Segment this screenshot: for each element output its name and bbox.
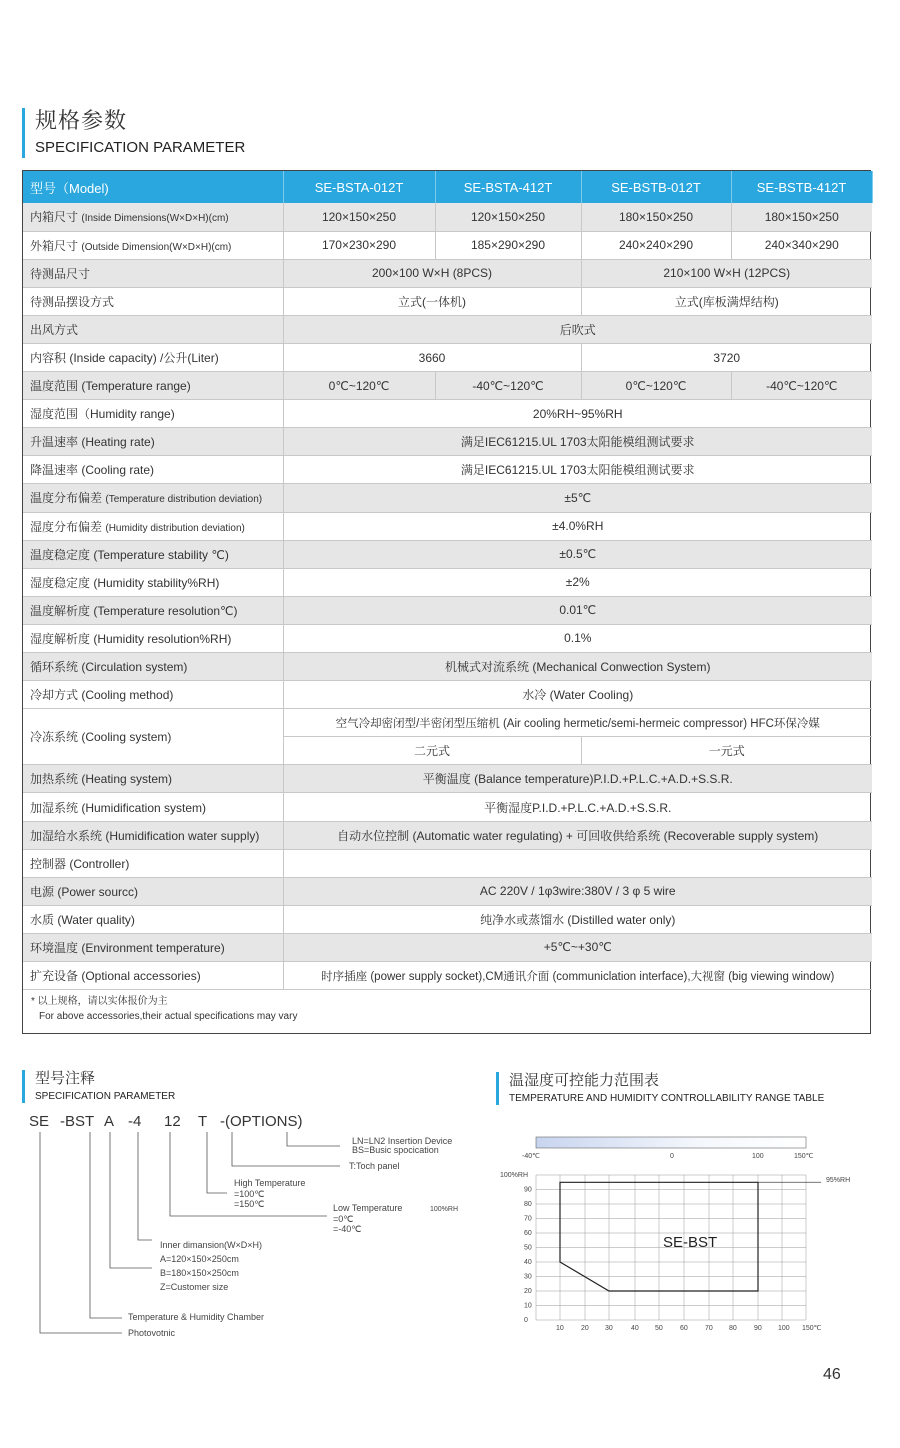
x-tick-label: 10 [556, 1325, 564, 1332]
row-label: 出风方式 [23, 315, 283, 343]
scale-tick-label: 150℃ [794, 1153, 814, 1160]
footnote-cn: * 以上规格，请以实体报价为主 [31, 996, 168, 1007]
table-row [23, 849, 872, 877]
x-tick-label: 60 [680, 1325, 688, 1332]
x-tick-label: 30 [605, 1325, 613, 1332]
low-temp-text: Low Temperature [333, 1203, 403, 1213]
table-row [23, 512, 872, 540]
row-label: 升温速率 (Heating rate) [23, 428, 283, 456]
table-row [23, 821, 872, 849]
scale-tick-label: 100 [752, 1153, 764, 1160]
cell-value: ±0.5℃ [283, 540, 872, 568]
page-number: 46 [823, 1366, 841, 1383]
model-note-header [22, 1070, 175, 1103]
row-label: 加热系统 (Heating system) [23, 765, 283, 793]
range-chart [496, 1130, 876, 1340]
row-label: 循环系统 (Circulation system) [23, 653, 283, 681]
section-header [22, 108, 245, 158]
row-label: 加湿系统 (Humidification system) [23, 793, 283, 821]
low-temp-extra: 100%RH [430, 1206, 459, 1213]
cell-value: 一元式 [581, 737, 872, 765]
cell-value: ±5℃ [283, 484, 872, 512]
photovoltaic-text: Photovotnic [128, 1328, 176, 1338]
axis-labels [500, 1172, 822, 1332]
cell-value: 240×240×290 [581, 231, 731, 259]
low-temp-text: =0℃ [333, 1214, 354, 1224]
cell-value: 120×150×250 [283, 203, 435, 231]
cell-value: 水冷 (Water Cooling) [283, 681, 872, 709]
row-label: 加湿给水系统 (Humidification water supply) [23, 821, 283, 849]
table-row [23, 287, 872, 315]
table-row [23, 765, 872, 793]
inner-dim-text: Inner dimansion(W×D×H) [160, 1240, 263, 1250]
row-label: 降温速率 (Cooling rate) [23, 456, 283, 484]
section-title-en: SPECIFICATION PARAMETER [35, 139, 246, 156]
row-label: 湿度解析度 (Humidity resolution%RH) [23, 624, 283, 652]
low-temp-text: =-40℃ [333, 1224, 362, 1234]
row-label: 外箱尺寸 (Outside Dimension(W×D×H)(cm) [23, 231, 283, 259]
y-tick-label: 40 [524, 1259, 532, 1266]
row-label: 水质 (Water quality) [23, 905, 283, 933]
cell-value: 满足IEC61215.UL 1703太阳能模组测试要求 [283, 428, 872, 456]
cell-value: 180×150×250 [581, 203, 731, 231]
cell-value: 3660 [283, 343, 581, 371]
series-label: SE-BST [663, 1234, 718, 1251]
model-name: SE-BSTB-412T [731, 171, 872, 203]
table-row [23, 315, 872, 343]
cell-value: 空气冷却密闭型/半密闭型压缩机 (Air cooling hermetic/semi-hermeic compressor) HFC环保冷媒 [283, 709, 872, 737]
y-tick-label: 10 [524, 1302, 532, 1310]
table-row [23, 372, 872, 400]
cell-value: AC 220V / 1φ3wire:380V / 3 φ 5 wire [283, 877, 872, 905]
model-label: 型号（Model) [23, 171, 283, 203]
cell-value: 平衡温度 (Balance temperature)P.I.D.+P.L.C.+A.D.+S.S.R. [283, 765, 872, 793]
cell-value: 0.1% [283, 624, 872, 652]
scale-tick-label: -40℃ [522, 1153, 540, 1160]
table-row [23, 793, 872, 821]
table-row [23, 428, 872, 456]
table-row [23, 484, 872, 512]
code-part: SE [29, 1113, 50, 1130]
cell-value: 纯净水或蒸馏水 (Distilled water only) [283, 905, 872, 933]
cell-value: 20%RH~95%RH [283, 400, 872, 428]
row-label: 内箱尺寸 (Inside Dimensions(W×D×H)(cm) [23, 203, 283, 231]
code-part: 12 [164, 1113, 181, 1130]
range-title-en: TEMPERATURE AND HUMIDITY CONTROLLABILITY RANGE TABLE [509, 1093, 825, 1104]
model-name: SE-BSTA-412T [435, 171, 581, 203]
row-label: 温度稳定度 (Temperature stability ℃) [23, 540, 283, 568]
cell-value: 自动水位控制 (Automatic water regulating) + 可回收供给系统 (Recoverable supply system) [283, 821, 872, 849]
cell-value: 185×290×290 [435, 231, 581, 259]
cell-value: 平衡湿度P.I.D.+P.L.C.+A.D.+S.S.R. [283, 793, 872, 821]
connector-lines [40, 1132, 340, 1333]
x-tick-label: 20 [581, 1325, 589, 1332]
table-row [23, 203, 872, 231]
model-name: SE-BSTB-012T [581, 171, 731, 203]
footnote-en: For above accessories,their actual specifications may vary [39, 1011, 298, 1022]
row-label: 控制器 (Controller) [23, 849, 283, 877]
cell-value: 立式(库板满焊结构) [581, 287, 872, 315]
y-tick-label: 70 [524, 1215, 532, 1223]
scale-tick-label: 0 [670, 1153, 674, 1160]
row-label: 内容积 (Inside capacity) /公升(Liter) [23, 343, 283, 371]
cell-value: 0.01℃ [283, 596, 872, 624]
row-label: 环境温度 (Environment temperature) [23, 933, 283, 961]
spec-table [23, 171, 873, 990]
cell-value: 200×100 W×H (8PCS) [283, 259, 581, 287]
code-part: -BST [60, 1113, 95, 1130]
cell-value: 0℃~120℃ [581, 372, 731, 400]
cell-value: -40℃~120℃ [435, 372, 581, 400]
cell-value: 二元式 [283, 737, 581, 765]
row-label: 电源 (Power sourcc) [23, 877, 283, 905]
x-tick-label: 90 [754, 1325, 762, 1332]
x-tick-label: 100 [778, 1325, 790, 1332]
model-name: SE-BSTA-012T [283, 171, 435, 203]
inner-dim-text: A=120×150×250cm [160, 1254, 239, 1264]
row-label: 冷却方式 (Cooling method) [23, 681, 283, 709]
y-tick-label: 30 [524, 1273, 532, 1281]
table-row [23, 933, 872, 961]
code-part: T [198, 1113, 208, 1130]
row-label: 湿度稳定度 (Humidity stability%RH) [23, 568, 283, 596]
cell-value: 120×150×250 [435, 203, 581, 231]
table-row [23, 681, 872, 709]
section-title-cn: 规格参数 [35, 108, 128, 133]
x-tick-label: 50 [655, 1325, 663, 1332]
table-row [23, 877, 872, 905]
table-row [23, 624, 872, 652]
y-tick-label: 100%RH [500, 1172, 529, 1179]
cell-value: 0℃~120℃ [283, 372, 435, 400]
table-header-row [23, 171, 872, 203]
table-row [23, 259, 872, 287]
cell-value: +5℃~+30℃ [283, 933, 872, 961]
model-code-diagram [22, 1108, 492, 1348]
table-row [23, 653, 872, 681]
row-label: 湿度范围（Humidity range) [23, 400, 283, 428]
cell-value: 210×100 W×H (12PCS) [581, 259, 872, 287]
options-text: BS=Busic spocication [352, 1145, 439, 1155]
inner-dim-text: B=180×150×250cm [160, 1268, 239, 1278]
y-tick-label: 20 [524, 1288, 532, 1295]
table-row [23, 400, 872, 428]
y-tick-label: 50 [524, 1244, 532, 1252]
temperature-scale-bar [536, 1137, 806, 1148]
y-tick-label: 80 [524, 1201, 532, 1208]
label-95: 95%RH [826, 1177, 851, 1184]
x-tick-label: 150℃ [802, 1325, 822, 1332]
cell-value: ±2% [283, 568, 872, 596]
table-row [23, 540, 872, 568]
cell-value: 立式(一体机) [283, 287, 581, 315]
row-label: 扩充设备 (Optional accessories) [23, 962, 283, 990]
x-tick-label: 40 [631, 1325, 639, 1332]
x-tick-label: 80 [729, 1325, 737, 1332]
high-temp-text: =100℃ [234, 1189, 265, 1199]
y-tick-label: 60 [524, 1230, 532, 1237]
model-note-title-en: SPECIFICATION PARAMETER [35, 1091, 176, 1102]
row-label: 湿度分布偏差 (Humidity distribution deviation) [23, 512, 283, 540]
cell-value [283, 849, 872, 877]
y-tick-label: 90 [524, 1186, 532, 1194]
y-tick-label: 0 [524, 1317, 528, 1324]
cell-value: -40℃~120℃ [731, 372, 872, 400]
cell-value: 240×340×290 [731, 231, 872, 259]
cell-value: 满足IEC61215.UL 1703太阳能模组测试要求 [283, 456, 872, 484]
cell-value: 170×230×290 [283, 231, 435, 259]
code-part: -(OPTIONS) [220, 1113, 303, 1130]
high-temp-text: High Temperature [234, 1178, 306, 1188]
table-row [23, 568, 872, 596]
cell-value: 机械式对流系统 (Mechanical Conwection System) [283, 653, 872, 681]
cell-value: ±4.0%RH [283, 512, 872, 540]
code-part: -4 [128, 1113, 142, 1130]
model-code-svg [22, 1108, 492, 1348]
table-row [23, 231, 872, 259]
table-row [23, 343, 872, 371]
cell-value: 180×150×250 [731, 203, 872, 231]
row-label: 待测品尺寸 [23, 259, 283, 287]
row-label: 冷冻系统 (Cooling system) [23, 709, 283, 765]
row-label: 温度分布偏差 (Temperature distribution deviation) [23, 484, 283, 512]
cell-value: 后吹式 [283, 315, 872, 343]
cell-value: 3720 [581, 343, 872, 371]
table-row [23, 709, 872, 737]
high-temp-text: =150℃ [234, 1199, 265, 1209]
table-row [23, 905, 872, 933]
table-row [23, 962, 872, 990]
range-chart-svg [496, 1130, 876, 1340]
options-text: LN=LN2 Insertion Device [352, 1136, 453, 1146]
row-label: 温度范围 (Temperature range) [23, 372, 283, 400]
table-row [23, 596, 872, 624]
footnote [31, 994, 297, 1024]
x-tick-label: 70 [705, 1325, 713, 1332]
cell-value: 时序插座 (power supply socket),CM通讯介面 (communiclation interface),大视窗 (big viewing window) [283, 962, 872, 990]
range-table-header [496, 1072, 824, 1105]
chamber-text: Temperature & Humidity Chamber [128, 1312, 265, 1322]
table-row [23, 456, 872, 484]
model-note-title-cn: 型号注释 [35, 1070, 96, 1087]
inner-dim-text: Z=Customer size [160, 1282, 229, 1292]
spec-table-box [22, 170, 871, 1034]
range-title-cn: 温湿度可控能力范围表 [509, 1072, 660, 1089]
row-label: 温度解析度 (Temperature resolution℃) [23, 596, 283, 624]
row-label: 待测品摆设方式 [23, 287, 283, 315]
t-note: T:Toch panel [349, 1161, 400, 1171]
code-part: A [104, 1113, 115, 1130]
